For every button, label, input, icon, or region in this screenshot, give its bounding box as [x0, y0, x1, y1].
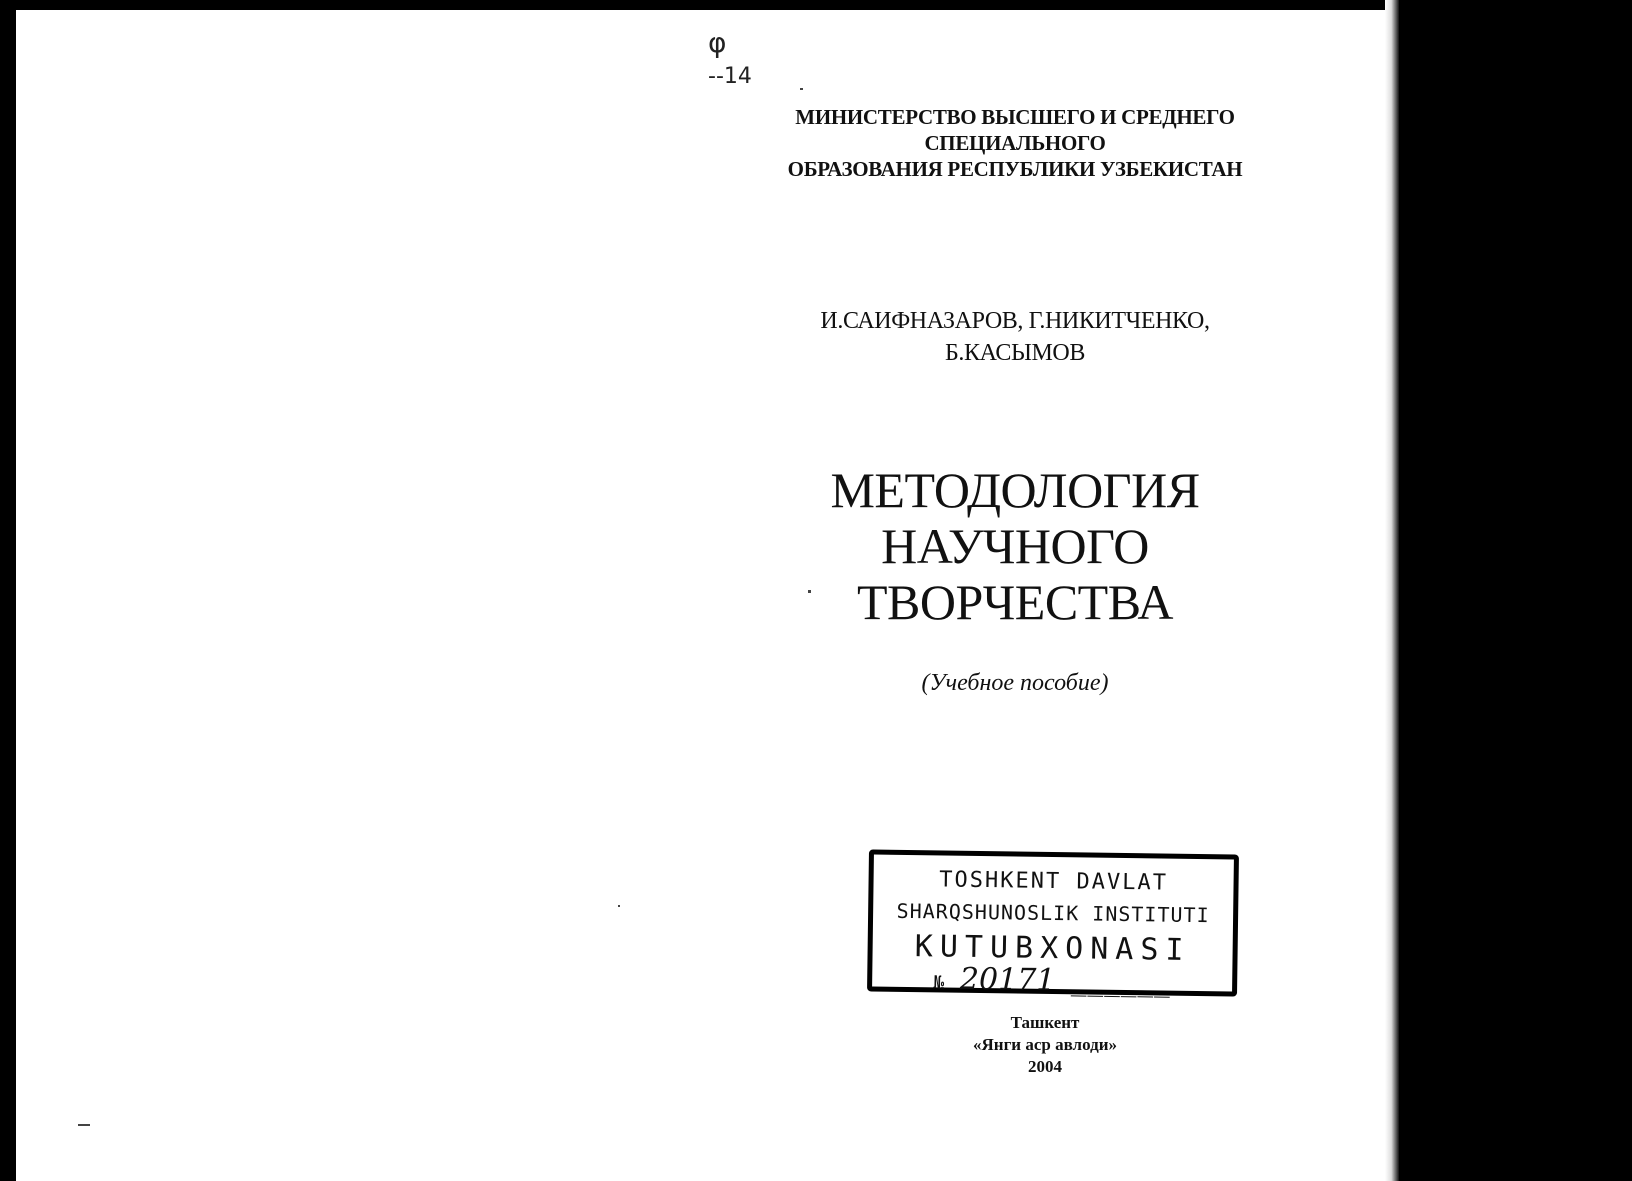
- stamp-inventory-number: 20171: [959, 961, 1056, 999]
- stamp-line-3: KUTUBXONASI: [914, 929, 1191, 968]
- scan-speck: [800, 88, 803, 90]
- stamp-number-line: [872, 960, 1232, 1000]
- ministry-line-1: МИНИСТЕРСТВО ВЫСШЕГО И СРЕДНЕГО: [795, 105, 1235, 129]
- imprint-publisher: «Янги аср авлоди»: [973, 1035, 1117, 1054]
- imprint-city: Ташкент: [1010, 1013, 1080, 1032]
- imprint: [945, 1012, 1145, 1078]
- book-title: [745, 462, 1285, 630]
- authors: [745, 305, 1285, 369]
- page-edge-shadow: [1385, 0, 1399, 1181]
- scan-speck: [618, 905, 620, 907]
- stamp-line-1: TOSHKENT DAVLAT: [939, 867, 1169, 896]
- handwritten-shelf-mark: [700, 26, 780, 96]
- title-line-2: НАУЧНОГО: [881, 518, 1149, 574]
- handwritten-number: --14: [708, 64, 752, 89]
- imprint-year: 2004: [1028, 1057, 1062, 1076]
- authors-line-1: И.САИФНАЗАРОВ, Г.НИКИТЧЕНКО,: [820, 308, 1210, 334]
- book-subtitle: (Учебное пособие): [921, 670, 1109, 696]
- handwritten-glyph: φ: [708, 26, 727, 59]
- title-line-1: МЕТОДОЛОГИЯ: [830, 462, 1200, 518]
- stamp-number-label: №: [933, 972, 945, 994]
- scan-border-left: [0, 0, 16, 1181]
- stamp-underline: ______: [1070, 967, 1172, 999]
- library-stamp: [867, 849, 1239, 999]
- scan-speck: [78, 1124, 90, 1126]
- ministry-line-2: СПЕЦИАЛЬНОГО: [924, 131, 1106, 155]
- stamp-line-2: SHARQSHUNOSLIK INSTITUTI: [896, 898, 1210, 928]
- ministry-heading: [745, 104, 1285, 182]
- scan-border-right: [1398, 0, 1632, 1181]
- title-line-3: ТВОРЧЕСТВА: [856, 574, 1174, 630]
- ministry-line-3: ОБРАЗОВАНИЯ РЕСПУБЛИКИ УЗБЕКИСТАН: [787, 157, 1243, 181]
- authors-line-2: Б.КАСЫМОВ: [945, 340, 1085, 366]
